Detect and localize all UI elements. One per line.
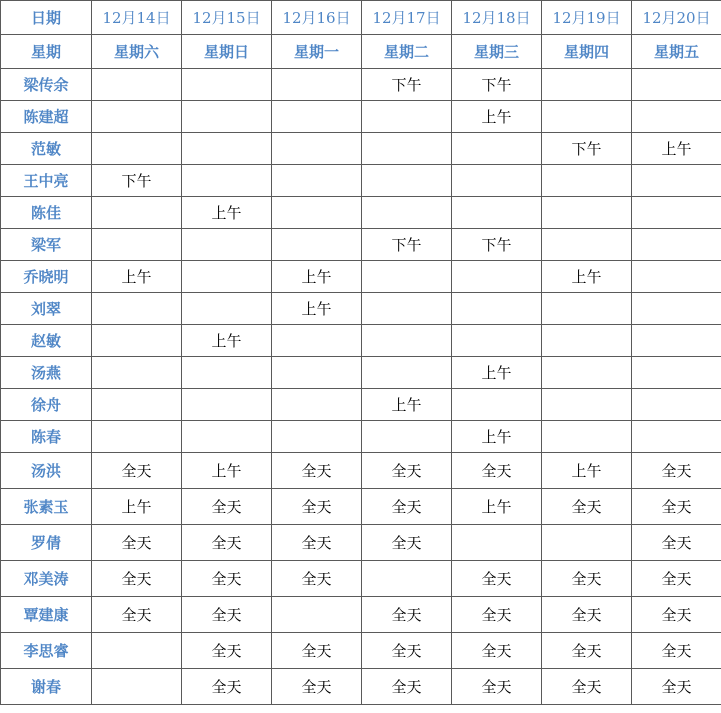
shift-cell: 上午 bbox=[452, 489, 542, 525]
shift-cell: 下午 bbox=[452, 69, 542, 101]
shift-cell bbox=[542, 69, 632, 101]
person-name-cell: 覃建康 bbox=[1, 597, 92, 633]
shift-cell bbox=[182, 389, 272, 421]
shift-cell bbox=[272, 133, 362, 165]
shift-cell: 全天 bbox=[92, 525, 182, 561]
shift-cell: 全天 bbox=[452, 561, 542, 597]
shift-cell: 全天 bbox=[542, 561, 632, 597]
shift-cell: 下午 bbox=[92, 165, 182, 197]
date-cell: 12月16日 bbox=[272, 1, 362, 35]
weekday-cell: 星期四 bbox=[542, 35, 632, 69]
shift-cell bbox=[362, 261, 452, 293]
shift-cell bbox=[362, 101, 452, 133]
shift-cell: 全天 bbox=[362, 489, 452, 525]
person-name-cell: 谢春 bbox=[1, 669, 92, 705]
table-row bbox=[1, 293, 721, 325]
table-row bbox=[1, 69, 721, 101]
shift-cell bbox=[632, 389, 721, 421]
shift-cell: 全天 bbox=[272, 633, 362, 669]
shift-cell bbox=[452, 525, 542, 561]
shift-cell bbox=[272, 325, 362, 357]
weekday-cell: 星期二 bbox=[362, 35, 452, 69]
shift-cell: 全天 bbox=[542, 669, 632, 705]
shift-cell bbox=[542, 421, 632, 453]
shift-cell bbox=[452, 293, 542, 325]
shift-cell: 全天 bbox=[362, 597, 452, 633]
shift-cell bbox=[452, 389, 542, 421]
shift-cell: 全天 bbox=[632, 453, 721, 489]
person-name-cell: 刘翠 bbox=[1, 293, 92, 325]
weekday-cell: 星期一 bbox=[272, 35, 362, 69]
table-row bbox=[1, 453, 721, 489]
person-name-cell: 邓美涛 bbox=[1, 561, 92, 597]
shift-cell: 全天 bbox=[362, 669, 452, 705]
shift-cell bbox=[452, 165, 542, 197]
shift-cell: 全天 bbox=[542, 489, 632, 525]
shift-cell bbox=[272, 197, 362, 229]
shift-cell: 上午 bbox=[182, 197, 272, 229]
date-cell: 12月20日 bbox=[632, 1, 721, 35]
shift-cell: 全天 bbox=[632, 525, 721, 561]
shift-cell bbox=[182, 165, 272, 197]
shift-cell bbox=[362, 197, 452, 229]
table-row bbox=[1, 389, 721, 421]
shift-cell: 全天 bbox=[632, 633, 721, 669]
shift-cell: 上午 bbox=[542, 453, 632, 489]
shift-cell: 上午 bbox=[362, 389, 452, 421]
shift-cell: 上午 bbox=[92, 489, 182, 525]
table-row bbox=[1, 357, 721, 389]
shift-cell bbox=[542, 357, 632, 389]
shift-cell: 全天 bbox=[452, 453, 542, 489]
shift-cell bbox=[362, 293, 452, 325]
shift-cell bbox=[92, 389, 182, 421]
table-row bbox=[1, 229, 721, 261]
table-row bbox=[1, 421, 721, 453]
shift-cell: 全天 bbox=[542, 597, 632, 633]
person-name-cell: 陈春 bbox=[1, 421, 92, 453]
shift-cell: 全天 bbox=[182, 669, 272, 705]
table-row bbox=[1, 133, 721, 165]
person-name-cell: 梁传余 bbox=[1, 69, 92, 101]
shift-cell: 全天 bbox=[362, 453, 452, 489]
date-cell: 12月18日 bbox=[452, 1, 542, 35]
shift-cell bbox=[632, 261, 721, 293]
shift-cell bbox=[92, 669, 182, 705]
shift-cell: 全天 bbox=[452, 597, 542, 633]
person-name-cell: 陈佳 bbox=[1, 197, 92, 229]
shift-cell: 下午 bbox=[362, 229, 452, 261]
shift-cell bbox=[182, 229, 272, 261]
table-row bbox=[1, 669, 721, 705]
shift-cell bbox=[362, 325, 452, 357]
shift-cell bbox=[182, 133, 272, 165]
shift-cell: 上午 bbox=[542, 261, 632, 293]
shift-cell: 全天 bbox=[632, 561, 721, 597]
shift-cell: 上午 bbox=[452, 101, 542, 133]
weekday-cell: 星期五 bbox=[632, 35, 721, 69]
shift-cell bbox=[542, 197, 632, 229]
shift-cell: 上午 bbox=[272, 293, 362, 325]
date-cell: 12月14日 bbox=[92, 1, 182, 35]
table-row bbox=[1, 597, 721, 633]
shift-cell: 上午 bbox=[452, 357, 542, 389]
shift-cell bbox=[542, 293, 632, 325]
shift-cell bbox=[542, 165, 632, 197]
shift-cell bbox=[272, 101, 362, 133]
shift-cell bbox=[542, 229, 632, 261]
date-label-cell: 日期 bbox=[1, 1, 92, 35]
shift-cell: 全天 bbox=[272, 561, 362, 597]
shift-cell bbox=[632, 325, 721, 357]
shift-cell bbox=[542, 525, 632, 561]
person-name-cell: 汤洪 bbox=[1, 453, 92, 489]
weekday-cell: 星期日 bbox=[182, 35, 272, 69]
shift-cell bbox=[92, 197, 182, 229]
person-name-cell: 梁军 bbox=[1, 229, 92, 261]
person-name-cell: 陈建超 bbox=[1, 101, 92, 133]
shift-cell bbox=[632, 421, 721, 453]
schedule-body bbox=[1, 1, 721, 705]
shift-cell: 上午 bbox=[182, 453, 272, 489]
person-name-cell: 范敏 bbox=[1, 133, 92, 165]
shift-cell bbox=[92, 293, 182, 325]
shift-cell bbox=[632, 229, 721, 261]
table-row bbox=[1, 197, 721, 229]
shift-cell: 全天 bbox=[632, 489, 721, 525]
shift-cell bbox=[182, 357, 272, 389]
person-name-cell: 张素玉 bbox=[1, 489, 92, 525]
shift-cell bbox=[92, 421, 182, 453]
date-header-row bbox=[1, 1, 721, 35]
shift-cell: 全天 bbox=[632, 597, 721, 633]
shift-cell bbox=[632, 357, 721, 389]
person-name-cell: 汤燕 bbox=[1, 357, 92, 389]
person-name-cell: 李思睿 bbox=[1, 633, 92, 669]
shift-cell: 全天 bbox=[362, 525, 452, 561]
shift-cell bbox=[272, 597, 362, 633]
shift-cell bbox=[92, 357, 182, 389]
shift-cell bbox=[92, 101, 182, 133]
shift-cell: 全天 bbox=[452, 633, 542, 669]
shift-cell bbox=[182, 261, 272, 293]
shift-cell: 全天 bbox=[272, 453, 362, 489]
shift-cell bbox=[182, 293, 272, 325]
shift-cell: 全天 bbox=[92, 561, 182, 597]
shift-cell bbox=[362, 357, 452, 389]
shift-cell bbox=[632, 165, 721, 197]
shift-cell: 上午 bbox=[182, 325, 272, 357]
shift-cell bbox=[182, 421, 272, 453]
table-row bbox=[1, 325, 721, 357]
shift-cell bbox=[632, 293, 721, 325]
date-cell: 12月15日 bbox=[182, 1, 272, 35]
person-name-cell: 徐舟 bbox=[1, 389, 92, 421]
shift-cell bbox=[542, 325, 632, 357]
weekday-label-cell: 星期 bbox=[1, 35, 92, 69]
shift-cell bbox=[452, 325, 542, 357]
shift-cell bbox=[272, 165, 362, 197]
shift-cell: 全天 bbox=[182, 597, 272, 633]
shift-cell: 下午 bbox=[362, 69, 452, 101]
shift-cell: 上午 bbox=[632, 133, 721, 165]
shift-cell: 上午 bbox=[92, 261, 182, 293]
shift-cell bbox=[272, 421, 362, 453]
shift-cell bbox=[92, 325, 182, 357]
shift-cell: 全天 bbox=[92, 453, 182, 489]
shift-cell bbox=[362, 561, 452, 597]
person-name-cell: 乔晓明 bbox=[1, 261, 92, 293]
person-name-cell: 罗倩 bbox=[1, 525, 92, 561]
shift-cell: 全天 bbox=[272, 489, 362, 525]
shift-cell: 上午 bbox=[452, 421, 542, 453]
shift-cell: 全天 bbox=[182, 633, 272, 669]
table-row bbox=[1, 489, 721, 525]
shift-cell bbox=[452, 133, 542, 165]
table-row bbox=[1, 525, 721, 561]
shift-cell bbox=[92, 133, 182, 165]
shift-cell: 全天 bbox=[632, 669, 721, 705]
shift-cell bbox=[542, 389, 632, 421]
shift-cell: 全天 bbox=[182, 561, 272, 597]
shift-cell bbox=[92, 229, 182, 261]
shift-cell bbox=[632, 69, 721, 101]
table-row bbox=[1, 261, 721, 293]
date-cell: 12月19日 bbox=[542, 1, 632, 35]
shift-cell: 全天 bbox=[362, 633, 452, 669]
shift-cell bbox=[452, 261, 542, 293]
shift-cell: 全天 bbox=[272, 525, 362, 561]
shift-cell bbox=[272, 357, 362, 389]
shift-cell bbox=[632, 197, 721, 229]
shift-cell bbox=[452, 197, 542, 229]
shift-cell: 全天 bbox=[182, 525, 272, 561]
table-row bbox=[1, 633, 721, 669]
shift-cell: 全天 bbox=[92, 597, 182, 633]
date-cell: 12月17日 bbox=[362, 1, 452, 35]
shift-cell bbox=[632, 101, 721, 133]
shift-cell: 上午 bbox=[272, 261, 362, 293]
shift-cell bbox=[272, 229, 362, 261]
shift-cell: 下午 bbox=[452, 229, 542, 261]
shift-cell bbox=[92, 633, 182, 669]
shift-cell: 下午 bbox=[542, 133, 632, 165]
table-row bbox=[1, 165, 721, 197]
table-row bbox=[1, 101, 721, 133]
shift-cell: 全天 bbox=[182, 489, 272, 525]
person-name-cell: 王中亮 bbox=[1, 165, 92, 197]
weekday-cell: 星期三 bbox=[452, 35, 542, 69]
shift-cell: 全天 bbox=[542, 633, 632, 669]
shift-cell: 全天 bbox=[452, 669, 542, 705]
shift-cell bbox=[362, 421, 452, 453]
shift-cell bbox=[362, 165, 452, 197]
shift-cell bbox=[362, 133, 452, 165]
shift-cell bbox=[542, 101, 632, 133]
shift-cell bbox=[272, 389, 362, 421]
weekday-header-row bbox=[1, 35, 721, 69]
person-name-cell: 赵敏 bbox=[1, 325, 92, 357]
shift-cell bbox=[182, 101, 272, 133]
table-row bbox=[1, 561, 721, 597]
shift-cell bbox=[272, 69, 362, 101]
weekday-cell: 星期六 bbox=[92, 35, 182, 69]
shift-cell bbox=[182, 69, 272, 101]
shift-cell bbox=[92, 69, 182, 101]
shift-cell: 全天 bbox=[272, 669, 362, 705]
